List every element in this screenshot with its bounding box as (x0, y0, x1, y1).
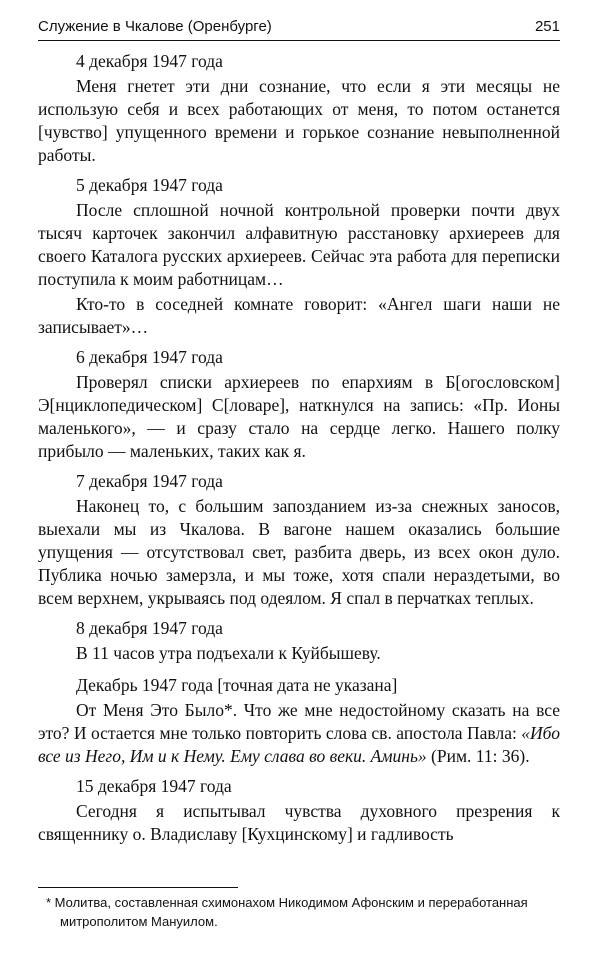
running-title: Служение в Чкалове (Оренбурге) (38, 18, 272, 35)
entry-paragraph: В 11 часов утра подъехали к Куйбышеву. (76, 643, 381, 663)
paragraph-lead: От Меня Это Было*. Что же мне недостойному сказать на все это? И остается мне только повторить слова св. апостола Павла: (38, 700, 560, 743)
entry-date: 7 декабря 1947 года (76, 471, 223, 491)
entry-date: 8 декабря 1947 года (76, 618, 223, 638)
scripture-reference: (Рим. 11: 36). (426, 746, 530, 766)
entry-date: 6 декабря 1947 года (76, 347, 223, 367)
entry-date: Декабрь 1947 года [точная дата не указана] (76, 675, 398, 695)
entry-paragraph: Меня гнетет эти дни сознание, что если я эти месяцы не использую себя и всех работающих от меня, то потом останется [чувство] упущенного времени и горькое сознание невыполненной работы. (38, 76, 560, 165)
entry-paragraph: Наконец то, с большим запозданием из-за снежных заносов, выехали мы из Чкалова. В вагоне нашем оказались большие упущения — отсутствовал свет, разбита дверь, из всех окон дуло. Публика ночью замерзла, и мы тоже, хотя спали нераздетыми, во всем верхнем, укрываясь под одеялом. Я спал в перчатках теплых. (38, 496, 560, 608)
entry-date: 5 декабря 1947 года (76, 175, 223, 195)
footnote: * Молитва, составленная схимонахом Никодимом Афонским и переработанная митрополитом Мануилом. (46, 895, 528, 929)
entry-paragraph-with-quote (38, 699, 560, 768)
entry-date: 4 декабря 1947 года (76, 51, 223, 71)
entry-paragraph: Проверял списки архиереев по епархиям в Б[огословском] Э[нциклопедическом] С[ловаре], наткнулся на запись: «Пр. Ионы маленького», — и сразу стало на сердце легко. Нашего полку прибыло — маленьких, таких как я. (38, 372, 560, 461)
entry-paragraph: Кто-то в соседней комнате говорит: «Ангел шаги наши не записывает»… (38, 294, 560, 337)
footnote-divider (38, 887, 238, 888)
running-header (38, 14, 560, 41)
scripture-quote: «Ибо все из Него, Им и к Нему. Ему слава во веки. Аминь» (38, 723, 560, 766)
page-number: 251 (534, 18, 560, 35)
page-body (38, 50, 560, 848)
entry-date: 15 декабря 1947 года (76, 776, 232, 796)
entry-paragraph: Сегодня я испытывал чувства духовного презрения к священнику о. Владиславу [Кухцинскому] и гадливость (38, 801, 560, 844)
entry-paragraph: После сплошной ночной контрольной проверки почти двух тысяч карточек закончил алфавитную расстановку архиереев для своего Каталога русских архиереев. Сейчас эта работа для переписки поступила к моим работницам… (38, 200, 560, 289)
